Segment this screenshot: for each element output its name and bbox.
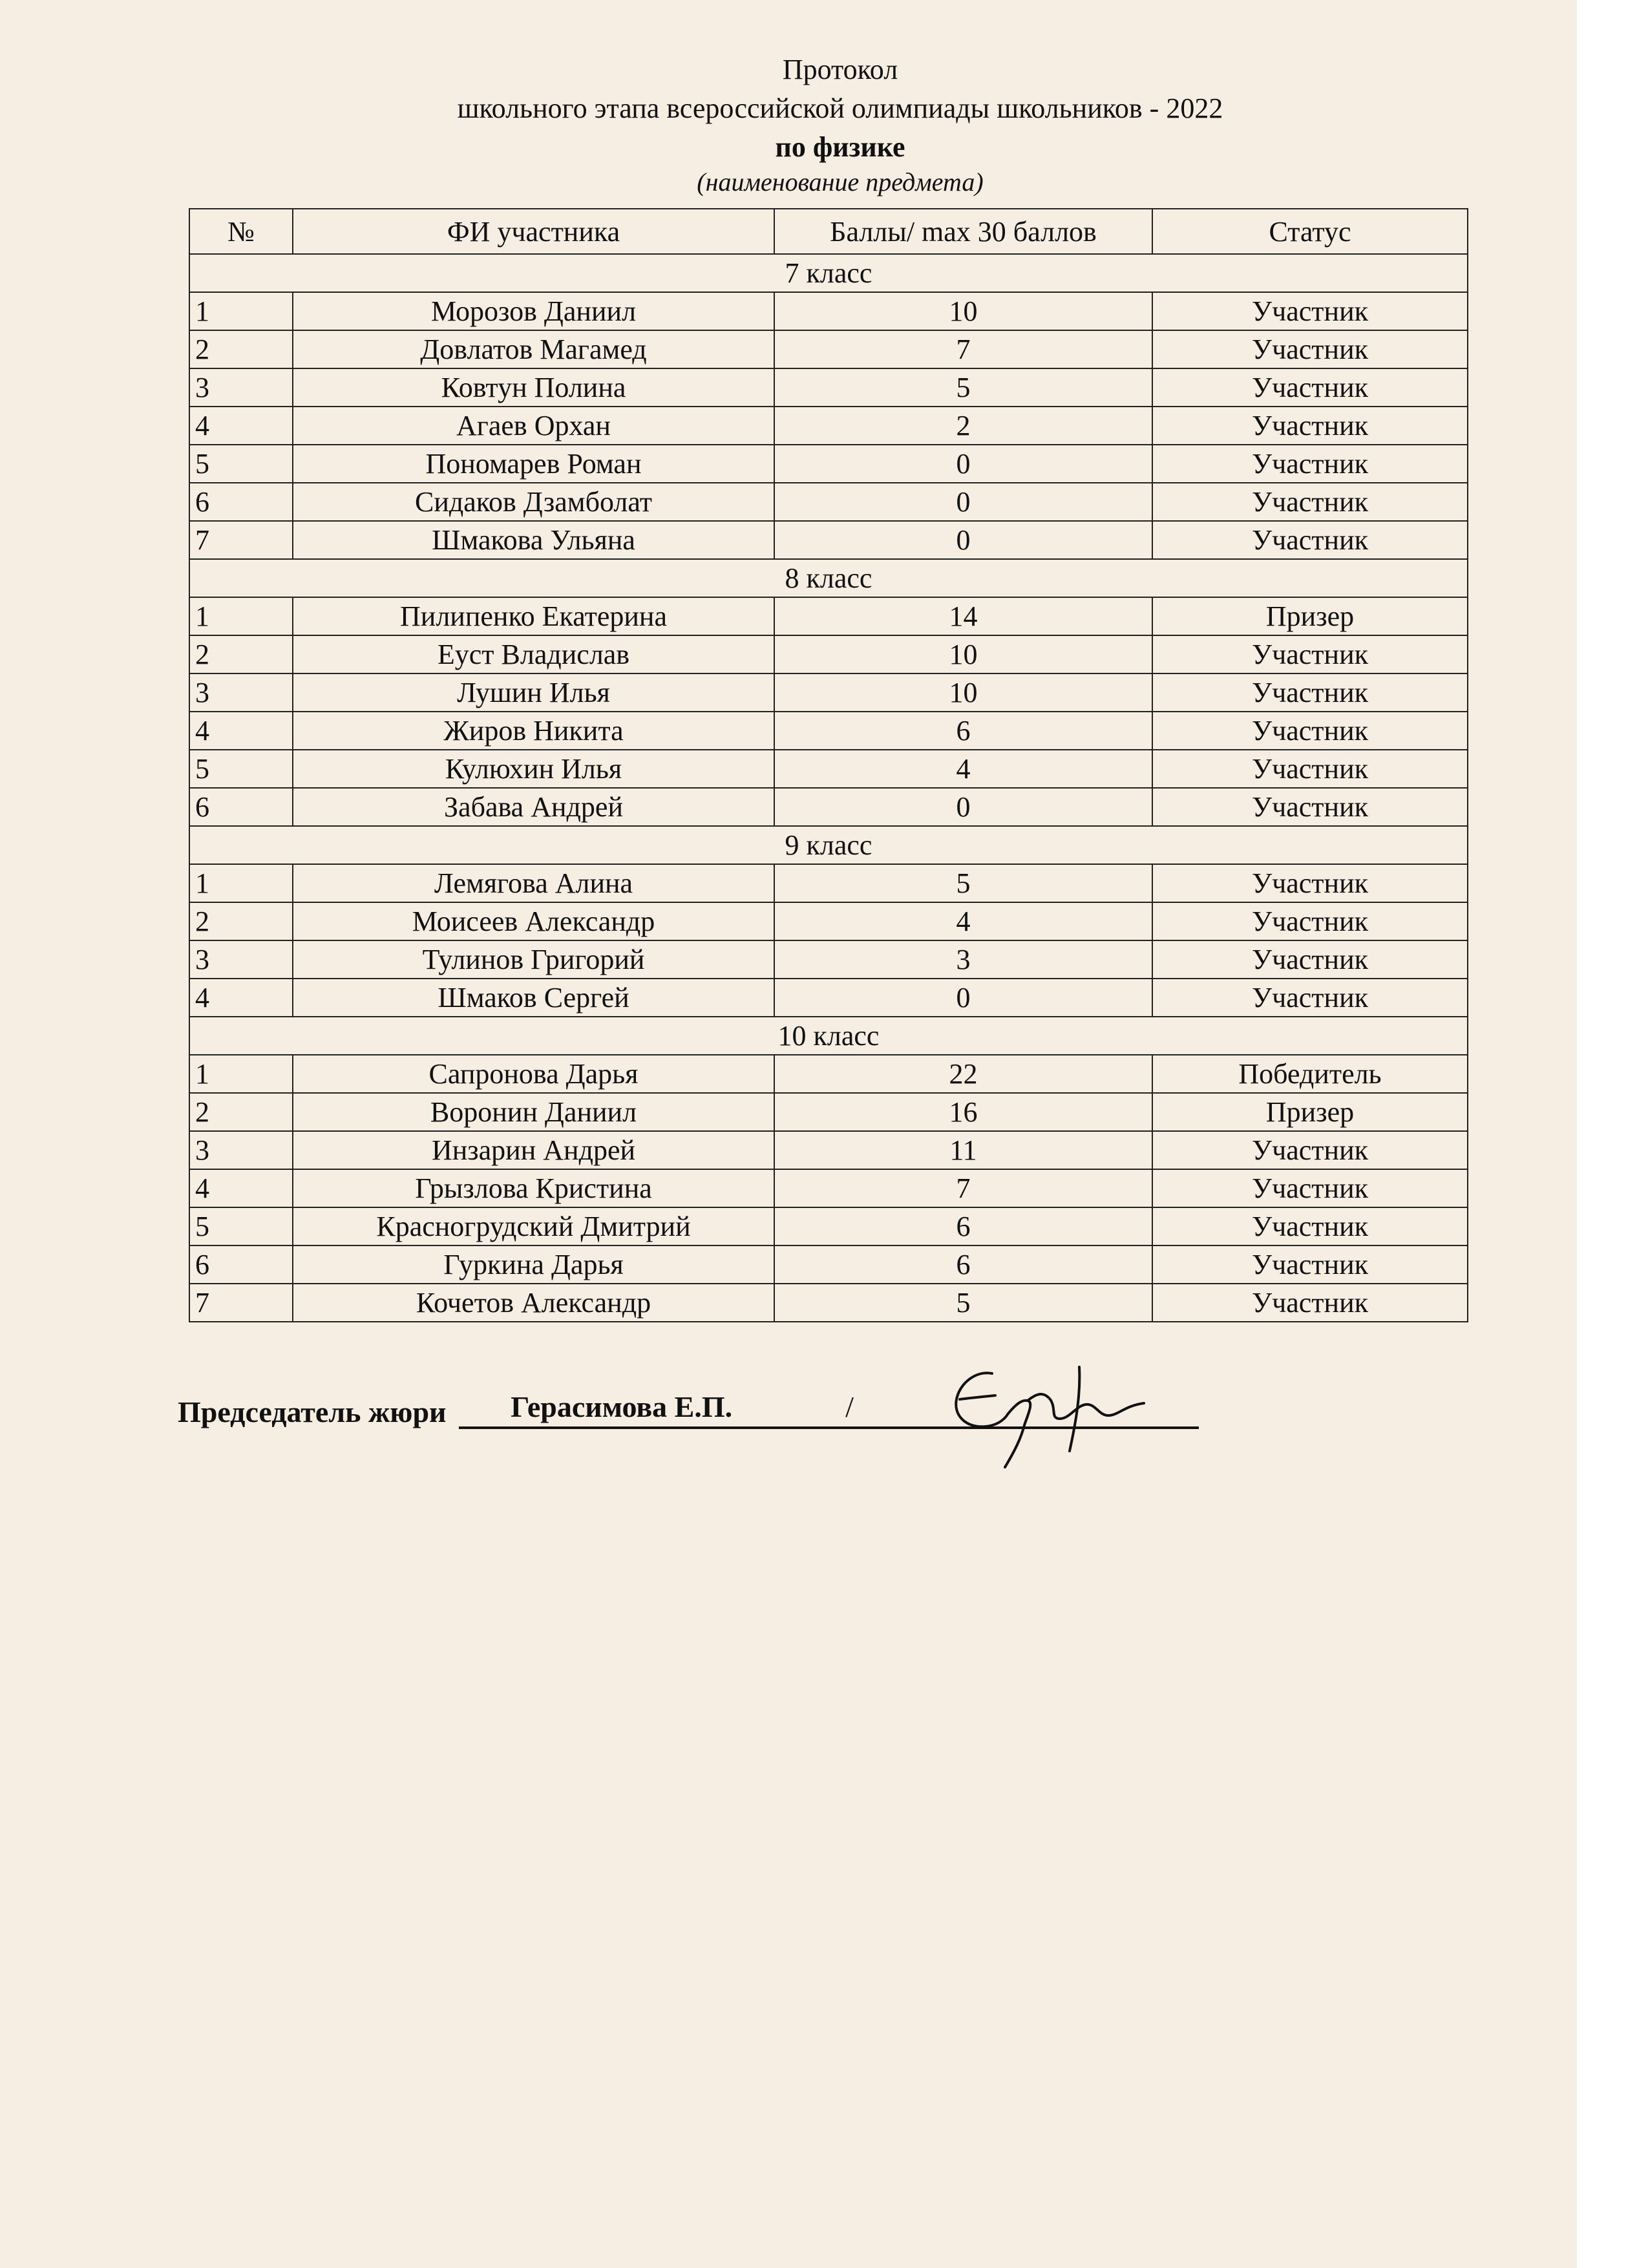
- participant-status: Участник: [1152, 1284, 1468, 1322]
- participant-name: Кулюхин Илья: [293, 750, 774, 788]
- subject-caption: (наименование предмета): [697, 167, 984, 196]
- document-title: Протокол: [782, 54, 898, 85]
- participant-status: Участник: [1152, 979, 1468, 1017]
- table-row: [189, 1207, 1468, 1245]
- participant-status: Участник: [1152, 673, 1468, 712]
- participant-name: Сапронова Дарья: [293, 1055, 774, 1093]
- table-row: [189, 483, 1468, 521]
- column-header-name: ФИ участника: [293, 209, 774, 254]
- chair-label: Председатель жюри: [178, 1395, 447, 1428]
- class-group-title: 9 класс: [189, 826, 1468, 864]
- participant-status: Участник: [1152, 902, 1468, 940]
- participant-number: 1: [189, 292, 293, 330]
- class-group-title: 10 класс: [189, 1017, 1468, 1055]
- participant-score: 10: [774, 292, 1152, 330]
- participant-number: 4: [189, 407, 293, 445]
- participant-score: 14: [774, 597, 1152, 635]
- participant-status: Участник: [1152, 1131, 1468, 1169]
- table-row: [189, 673, 1468, 712]
- participant-status: Участник: [1152, 368, 1468, 407]
- class-group-title: 8 класс: [189, 559, 1468, 597]
- table-row: [189, 1055, 1468, 1093]
- table-row: [189, 407, 1468, 445]
- participant-status: Участник: [1152, 1245, 1468, 1284]
- participant-number: 3: [189, 368, 293, 407]
- participant-number: 2: [189, 330, 293, 368]
- participant-score: 0: [774, 979, 1152, 1017]
- participant-score: 7: [774, 1169, 1152, 1207]
- participant-score: 5: [774, 368, 1152, 407]
- participant-name: Красногрудский Дмитрий: [293, 1207, 774, 1245]
- table-row: [189, 1245, 1468, 1284]
- participant-number: 7: [189, 1284, 293, 1322]
- participant-score: 4: [774, 902, 1152, 940]
- participant-status: Участник: [1152, 750, 1468, 788]
- participant-status: Призер: [1152, 1093, 1468, 1131]
- participant-name: Пономарев Роман: [293, 445, 774, 483]
- results-body: [189, 254, 1468, 1322]
- table-header-row: [189, 209, 1468, 254]
- participant-name: Моисеев Александр: [293, 902, 774, 940]
- handwritten-signature-icon: [931, 1354, 1150, 1477]
- table-row: [189, 330, 1468, 368]
- participant-status: Участник: [1152, 1169, 1468, 1207]
- participant-number: 4: [189, 1169, 293, 1207]
- participant-status: Участник: [1152, 407, 1468, 445]
- results-table: [189, 208, 1468, 1322]
- participant-name: Гуркина Дарья: [293, 1245, 774, 1284]
- table-row: [189, 1093, 1468, 1131]
- participant-name: Довлатов Магамед: [293, 330, 774, 368]
- table-row: [189, 1131, 1468, 1169]
- table-row: [189, 368, 1468, 407]
- participant-score: 11: [774, 1131, 1152, 1169]
- participant-status: Участник: [1152, 330, 1468, 368]
- participant-number: 5: [189, 445, 293, 483]
- class-group-row: [189, 826, 1468, 864]
- participant-score: 5: [774, 864, 1152, 902]
- participant-name: Лемягова Алина: [293, 864, 774, 902]
- participant-status: Участник: [1152, 521, 1468, 559]
- participant-name: Пилипенко Екатерина: [293, 597, 774, 635]
- signature-separator: /: [845, 1390, 854, 1423]
- subject-name: по физике: [775, 131, 905, 163]
- participant-score: 6: [774, 1245, 1152, 1284]
- participant-name: Ковтун Полина: [293, 368, 774, 407]
- participant-score: 3: [774, 940, 1152, 979]
- participant-status: Участник: [1152, 1207, 1468, 1245]
- participant-status: Призер: [1152, 597, 1468, 635]
- participant-name: Шмакова Ульяна: [293, 521, 774, 559]
- participant-name: Тулинов Григорий: [293, 940, 774, 979]
- participant-name: Инзарин Андрей: [293, 1131, 774, 1169]
- table-row: [189, 979, 1468, 1017]
- table-row: [189, 940, 1468, 979]
- participant-number: 3: [189, 1131, 293, 1169]
- participant-status: Победитель: [1152, 1055, 1468, 1093]
- participant-status: Участник: [1152, 712, 1468, 750]
- participant-number: 1: [189, 864, 293, 902]
- table-row: [189, 712, 1468, 750]
- participant-status: Участник: [1152, 445, 1468, 483]
- participant-number: 1: [189, 597, 293, 635]
- class-group-row: [189, 254, 1468, 292]
- document-subtitle: школьного этапа всероссийской олимпиады школьников - 2022: [457, 92, 1223, 124]
- participant-name: Сидаков Дзамболат: [293, 483, 774, 521]
- participant-name: Морозов Даниил: [293, 292, 774, 330]
- participant-number: 2: [189, 1093, 293, 1131]
- class-group-row: [189, 1017, 1468, 1055]
- participant-name: Лушин Илья: [293, 673, 774, 712]
- chair-name: Герасимова Е.П.: [511, 1390, 733, 1423]
- table-row: [189, 597, 1468, 635]
- participant-number: 5: [189, 1207, 293, 1245]
- participant-status: Участник: [1152, 940, 1468, 979]
- participant-name: Кочетов Александр: [293, 1284, 774, 1322]
- participant-status: Участник: [1152, 864, 1468, 902]
- participant-score: 22: [774, 1055, 1152, 1093]
- participant-number: 6: [189, 788, 293, 826]
- participant-name: Шмаков Сергей: [293, 979, 774, 1017]
- participant-name: Забава Андрей: [293, 788, 774, 826]
- participant-number: 5: [189, 750, 293, 788]
- document-header: [0, 50, 1648, 198]
- participant-status: Участник: [1152, 635, 1468, 673]
- column-header-status: Статус: [1152, 209, 1468, 254]
- participant-number: 4: [189, 712, 293, 750]
- participant-score: 5: [774, 1284, 1152, 1322]
- participant-name: Грызлова Кристина: [293, 1169, 774, 1207]
- participant-score: 2: [774, 407, 1152, 445]
- participant-number: 1: [189, 1055, 293, 1093]
- participant-score: 0: [774, 483, 1152, 521]
- participant-score: 16: [774, 1093, 1152, 1131]
- participant-score: 0: [774, 788, 1152, 826]
- participant-name: Еуст Владислав: [293, 635, 774, 673]
- table-row: [189, 1169, 1468, 1207]
- participant-number: 4: [189, 979, 293, 1017]
- participant-status: Участник: [1152, 292, 1468, 330]
- participant-score: 10: [774, 673, 1152, 712]
- participant-number: 3: [189, 940, 293, 979]
- participant-number: 3: [189, 673, 293, 712]
- participant-score: 0: [774, 521, 1152, 559]
- table-row: [189, 1284, 1468, 1322]
- table-row: [189, 864, 1468, 902]
- participant-status: Участник: [1152, 788, 1468, 826]
- class-group-row: [189, 559, 1468, 597]
- participant-number: 6: [189, 1245, 293, 1284]
- participant-number: 2: [189, 902, 293, 940]
- table-row: [189, 292, 1468, 330]
- table-row: [189, 521, 1468, 559]
- participant-name: Агаев Орхан: [293, 407, 774, 445]
- participant-score: 10: [774, 635, 1152, 673]
- participant-number: 2: [189, 635, 293, 673]
- participant-number: 6: [189, 483, 293, 521]
- participant-score: 6: [774, 1207, 1152, 1245]
- column-header-score: Баллы/ max 30 баллов: [774, 209, 1152, 254]
- participant-score: 4: [774, 750, 1152, 788]
- table-row: [189, 788, 1468, 826]
- table-row: [189, 635, 1468, 673]
- participant-score: 0: [774, 445, 1152, 483]
- participant-score: 7: [774, 330, 1152, 368]
- participant-name: Воронин Даниил: [293, 1093, 774, 1131]
- table-row: [189, 445, 1468, 483]
- participant-name: Жиров Никита: [293, 712, 774, 750]
- participant-status: Участник: [1152, 483, 1468, 521]
- participant-number: 7: [189, 521, 293, 559]
- column-header-number: №: [189, 209, 293, 254]
- class-group-title: 7 класс: [189, 254, 1468, 292]
- table-row: [189, 750, 1468, 788]
- table-row: [189, 902, 1468, 940]
- participant-score: 6: [774, 712, 1152, 750]
